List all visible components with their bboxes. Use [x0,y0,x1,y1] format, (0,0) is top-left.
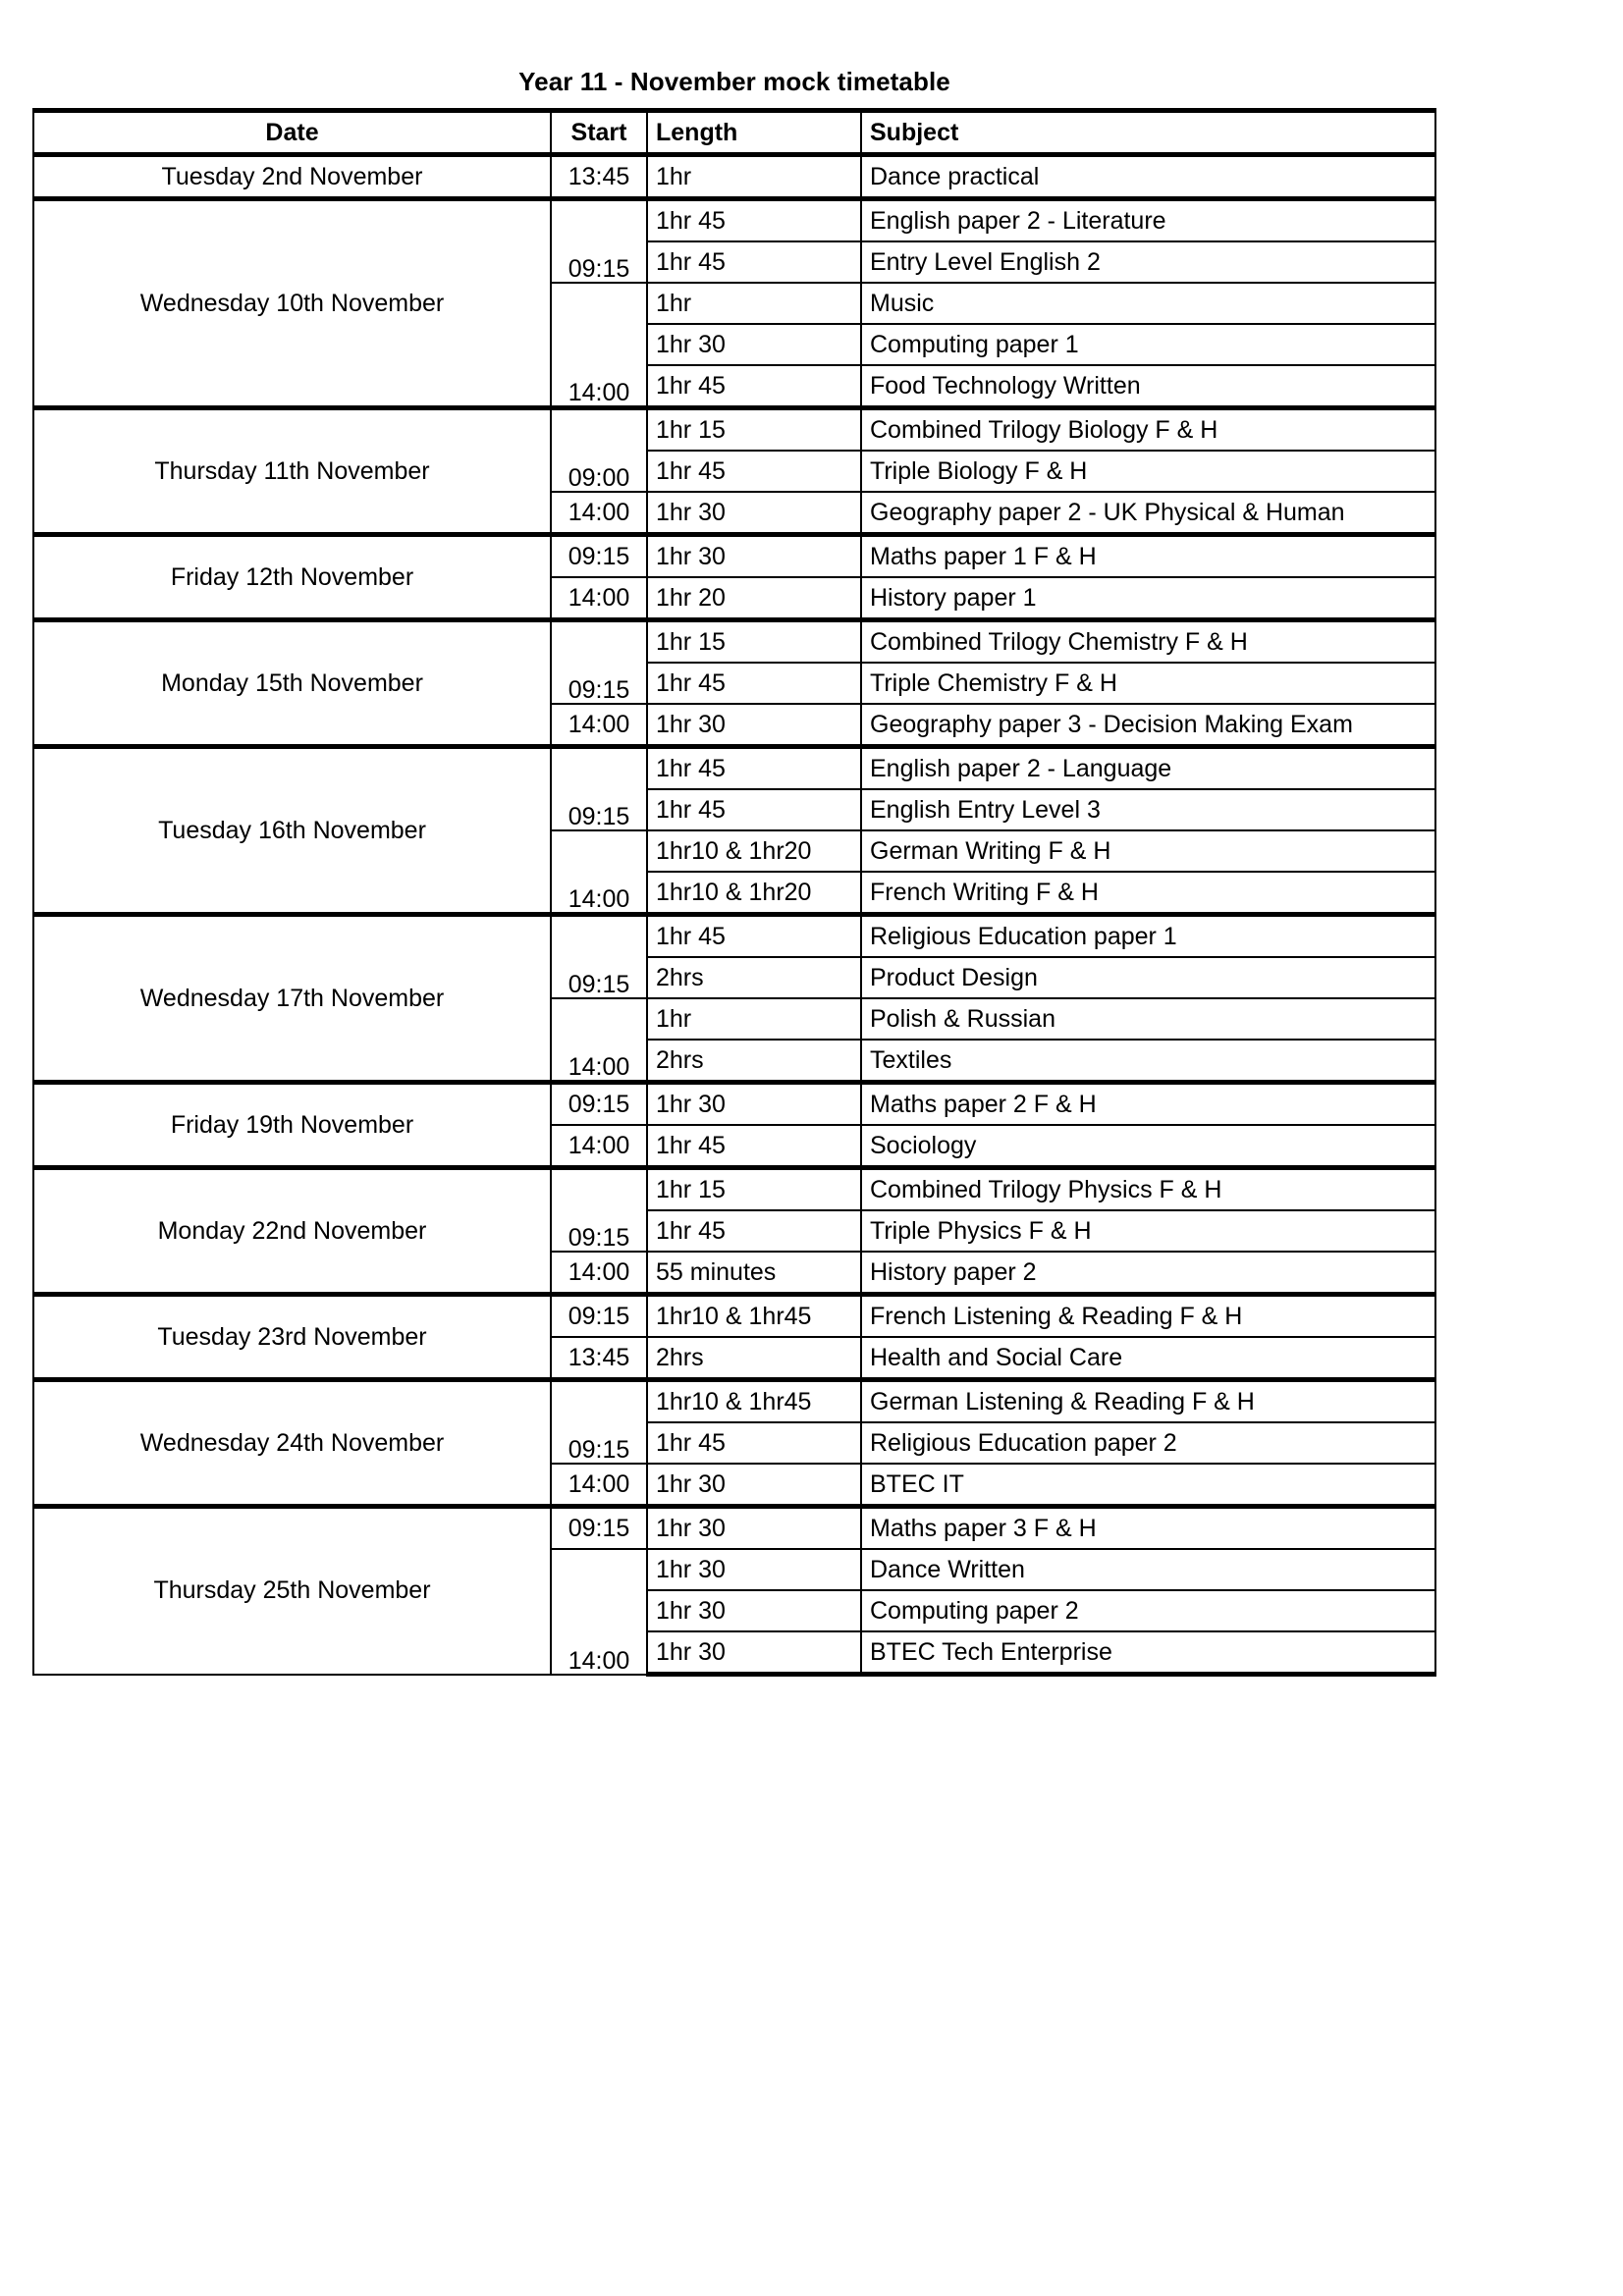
cell-subject: Combined Trilogy Biology F & H [861,408,1435,452]
cell-subject: Dance Written [861,1549,1435,1590]
cell-date: Thursday 25th November [33,1507,551,1675]
cell-subject: Maths paper 3 F & H [861,1507,1435,1550]
cell-start-time: 09:15 [551,1083,647,1126]
cell-start-time: 09:15 [551,1168,647,1253]
cell-subject: Maths paper 2 F & H [861,1083,1435,1126]
cell-subject: English Entry Level 3 [861,789,1435,830]
cell-start-time: 14:00 [551,1252,647,1295]
cell-subject: Dance practical [861,155,1435,199]
cell-start-time: 09:15 [551,535,647,578]
cell-subject: Religious Education paper 1 [861,915,1435,958]
cell-subject: Religious Education paper 2 [861,1422,1435,1464]
cell-subject: German Writing F & H [861,830,1435,872]
table-row [33,1295,1435,1338]
cell-subject: Polish & Russian [861,998,1435,1040]
cell-subject: French Writing F & H [861,872,1435,915]
cell-subject: Product Design [861,957,1435,998]
cell-date: Thursday 11th November [33,408,551,535]
cell-length: 1hr 45 [647,789,861,830]
cell-subject: French Listening & Reading F & H [861,1295,1435,1338]
cell-subject: English paper 2 - Language [861,747,1435,790]
table-row [33,1083,1435,1126]
cell-subject: BTEC Tech Enterprise [861,1631,1435,1675]
cell-date: Wednesday 10th November [33,199,551,408]
cell-subject: Computing paper 1 [861,324,1435,365]
cell-subject: Sociology [861,1125,1435,1168]
cell-length: 1hr 15 [647,1168,861,1211]
cell-length: 2hrs [647,1337,861,1380]
cell-length: 1hr 45 [647,915,861,958]
column-header-start: Start [551,111,647,155]
cell-start-time: 14:00 [551,704,647,747]
cell-length: 1hr 45 [647,365,861,408]
cell-subject: Geography paper 2 - UK Physical & Human [861,492,1435,535]
cell-subject: Music [861,283,1435,324]
cell-length: 1hr 45 [647,1210,861,1252]
cell-subject: Combined Trilogy Physics F & H [861,1168,1435,1211]
cell-length: 1hr 30 [647,1631,861,1675]
cell-length: 1hr 30 [647,1549,861,1590]
table-row [33,1507,1435,1550]
table-row [33,1168,1435,1211]
cell-length: 1hr 45 [647,241,861,283]
cell-start-time: 09:15 [551,747,647,831]
cell-subject: Health and Social Care [861,1337,1435,1380]
cell-length: 1hr 45 [647,663,861,704]
table-body [33,155,1435,1675]
cell-subject: English paper 2 - Literature [861,199,1435,242]
cell-subject: History paper 1 [861,577,1435,620]
cell-length: 1hr 45 [647,1125,861,1168]
cell-date: Friday 12th November [33,535,551,620]
cell-subject: Geography paper 3 - Decision Making Exam [861,704,1435,747]
table-header [33,111,1435,155]
cell-length: 1hr 15 [647,620,861,664]
cell-date: Wednesday 17th November [33,915,551,1083]
cell-start-time: 14:00 [551,830,647,915]
cell-subject: Combined Trilogy Chemistry F & H [861,620,1435,664]
cell-length: 1hr 30 [647,704,861,747]
cell-length: 2hrs [647,1040,861,1083]
cell-date: Monday 22nd November [33,1168,551,1295]
cell-start-time: 14:00 [551,492,647,535]
cell-length: 1hr 30 [647,324,861,365]
cell-start-time: 09:00 [551,408,647,493]
cell-length: 1hr [647,283,861,324]
cell-length: 1hr10 & 1hr45 [647,1295,861,1338]
cell-subject: German Listening & Reading F & H [861,1380,1435,1423]
cell-subject: Entry Level English 2 [861,241,1435,283]
cell-start-time: 13:45 [551,1337,647,1380]
cell-length: 1hr10 & 1hr45 [647,1380,861,1423]
cell-date: Wednesday 24th November [33,1380,551,1507]
cell-date: Tuesday 2nd November [33,155,551,199]
cell-start-time: 09:15 [551,620,647,705]
cell-subject: Computing paper 2 [861,1590,1435,1631]
cell-length: 1hr 30 [647,1464,861,1507]
cell-length: 1hr 20 [647,577,861,620]
table-row [33,155,1435,199]
cell-length: 1hr [647,155,861,199]
cell-length: 2hrs [647,957,861,998]
cell-date: Tuesday 16th November [33,747,551,915]
table-row [33,620,1435,664]
cell-start-time: 14:00 [551,577,647,620]
header-row [33,111,1435,155]
cell-subject: Triple Biology F & H [861,451,1435,492]
cell-length: 1hr 30 [647,1590,861,1631]
cell-subject: Triple Physics F & H [861,1210,1435,1252]
cell-date: Tuesday 23rd November [33,1295,551,1380]
table-row [33,408,1435,452]
cell-length: 1hr 45 [647,747,861,790]
cell-start-time: 14:00 [551,1549,647,1675]
cell-length: 1hr 30 [647,492,861,535]
cell-length: 1hr10 & 1hr20 [647,872,861,915]
cell-date: Monday 15th November [33,620,551,747]
cell-length: 55 minutes [647,1252,861,1295]
cell-start-time: 14:00 [551,1125,647,1168]
column-header-subject: Subject [861,111,1435,155]
table-row [33,747,1435,790]
cell-subject: History paper 2 [861,1252,1435,1295]
cell-length: 1hr10 & 1hr20 [647,830,861,872]
column-header-length: Length [647,111,861,155]
table-row [33,1380,1435,1423]
cell-start-time: 14:00 [551,998,647,1083]
cell-start-time: 13:45 [551,155,647,199]
cell-start-time: 09:15 [551,915,647,999]
cell-length: 1hr 30 [647,1507,861,1550]
cell-length: 1hr 45 [647,1422,861,1464]
cell-subject: Food Technology Written [861,365,1435,408]
cell-subject: BTEC IT [861,1464,1435,1507]
cell-start-time: 09:15 [551,199,647,284]
cell-subject: Maths paper 1 F & H [861,535,1435,578]
cell-length: 1hr [647,998,861,1040]
cell-length: 1hr 45 [647,199,861,242]
table-row [33,535,1435,578]
cell-length: 1hr 30 [647,535,861,578]
cell-length: 1hr 30 [647,1083,861,1126]
cell-start-time: 09:15 [551,1507,647,1550]
page-title: Year 11 - November mock timetable [518,67,950,96]
cell-subject: Triple Chemistry F & H [861,663,1435,704]
cell-start-time: 09:15 [551,1295,647,1338]
table-row [33,915,1435,958]
column-header-date: Date [33,111,551,155]
mock-exam-timetable [32,108,1436,1677]
cell-date: Friday 19th November [33,1083,551,1168]
cell-length: 1hr 45 [647,451,861,492]
cell-start-time: 09:15 [551,1380,647,1465]
cell-length: 1hr 15 [647,408,861,452]
table-row [33,199,1435,242]
cell-start-time: 14:00 [551,1464,647,1507]
cell-subject: Textiles [861,1040,1435,1083]
cell-start-time: 14:00 [551,283,647,408]
